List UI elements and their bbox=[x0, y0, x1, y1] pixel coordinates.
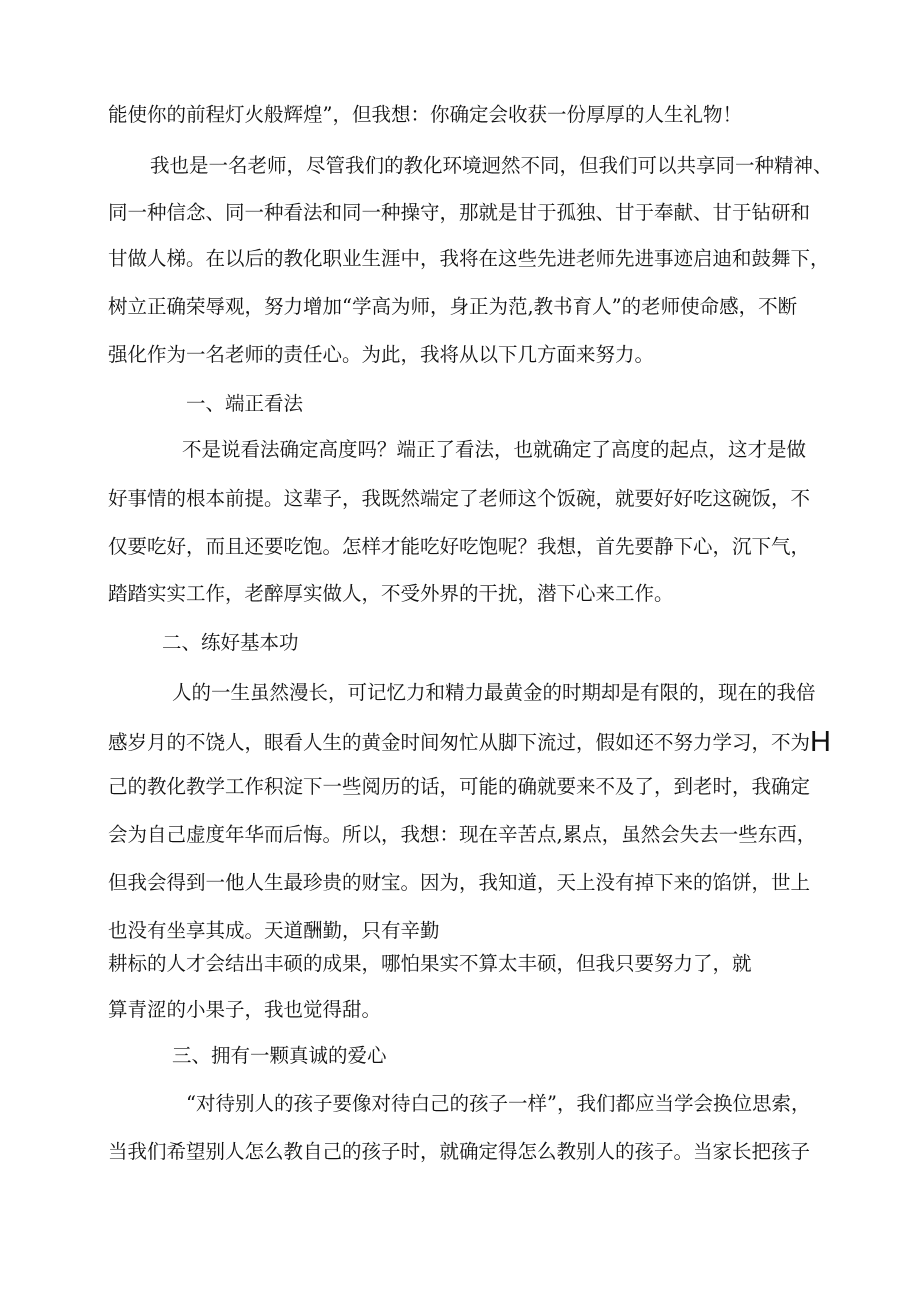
paragraph-4-line-2: 当我们希望别人怎么教自己的孩子时，就确定得怎么教别人的孩子。当家长把孩子 bbox=[108, 1140, 811, 1163]
paragraph-1-line-3: 甘做人梯。在以后的教化职业生涯中，我将在这些先进老师先进事迹启迪和鼓舞下， bbox=[108, 247, 830, 270]
paragraph-1-line-1: 我也是一名老师，尽管我们的教化环境迥然不同，但我们可以共享同一种精神、 bbox=[150, 154, 833, 177]
section-heading-2: 二、练好基本功 bbox=[162, 631, 299, 654]
paragraph-3-line-3: 己的教化教学工作积淀下一些阅历的话，可能的确就要来不及了，到老时，我确定 bbox=[108, 775, 811, 798]
paragraph-2-line-4: 踏踏实实工作，老醉厚实做人，不受外界的干扰，潜下心来工作。 bbox=[108, 582, 674, 605]
paragraph-4-line-1: “对待别人的孩子要像对待白己的孩子一样”，我们都应当学会换位思索， bbox=[186, 1092, 811, 1115]
paragraph-2-line-3: 仅要吃好，而且还要吃饱。怎样才能吃好吃饱呢？我想，首先要静下心，沉下气， bbox=[108, 535, 811, 558]
paragraph-3-line-6: 也没有坐享其成。天道酬勤，只有辛勤 bbox=[108, 919, 440, 942]
paragraph-3-line-2-text: 感岁月的不饶人，眼看人生的黄金时间匆忙从脚下流过，假如还不努力学习，不为 bbox=[108, 731, 811, 754]
paragraph-3-line-5: 但我会得到一他人生最珍贵的财宝。因为，我知道，天上没有掉下来的馅饼，世上 bbox=[108, 871, 811, 894]
paragraph-1-line-5: 强化作为一名老师的责任心。为此，我将从以下几方面来努力。 bbox=[108, 343, 655, 366]
paragraph-3-line-7: 耕标的人才会结出丰硕的成果，哪怕果实不算太丰硕，但我只要努力了，就 bbox=[108, 952, 752, 975]
section-heading-3: 三、拥有一颗真诚的爱心 bbox=[172, 1044, 387, 1067]
section-heading-1: 一、端正看法 bbox=[186, 392, 304, 415]
paragraph-2-line-2: 好事情的根本前提。这辈子，我既然端定了老师这个饭碗，就要好好吃这碗饭，不 bbox=[108, 487, 811, 510]
paragraph-3-large-glyph: H bbox=[810, 726, 831, 758]
paragraph-1-line-2: 同一种信念、同一种看法和同一种操守，那就是甘于孤独、甘于奉献、甘于钻研和 bbox=[108, 201, 811, 224]
paragraph-2-line-1: 不是说看法确定高度吗？端正了看法，也就确定了高度的起点，这才是做 bbox=[182, 438, 807, 461]
paragraph-3-line-4: 会为自己虚度年华而后悔。所以，我想：现在辛苦点,累点，虽然会失去一些东西， bbox=[108, 823, 817, 846]
paragraph-3-line-2 bbox=[108, 728, 831, 757]
paragraph-3-line-1: 人的一生虽然漫长，可记忆力和精力最黄金的时期却是有限的，现在的我倍 bbox=[172, 681, 816, 704]
paragraph-3-line-8: 算青涩的小果子，我也觉得甜。 bbox=[108, 998, 382, 1021]
intro-line: 能使你的前程灯火般辉煌”，但我想：你确定会收获一份厚厚的人生礼物！ bbox=[108, 103, 742, 126]
paragraph-1-line-4: 树立正确荣辱观，努力增加“学高为师，身正为范,教书育人”的老师使命感，不断 bbox=[108, 295, 798, 318]
